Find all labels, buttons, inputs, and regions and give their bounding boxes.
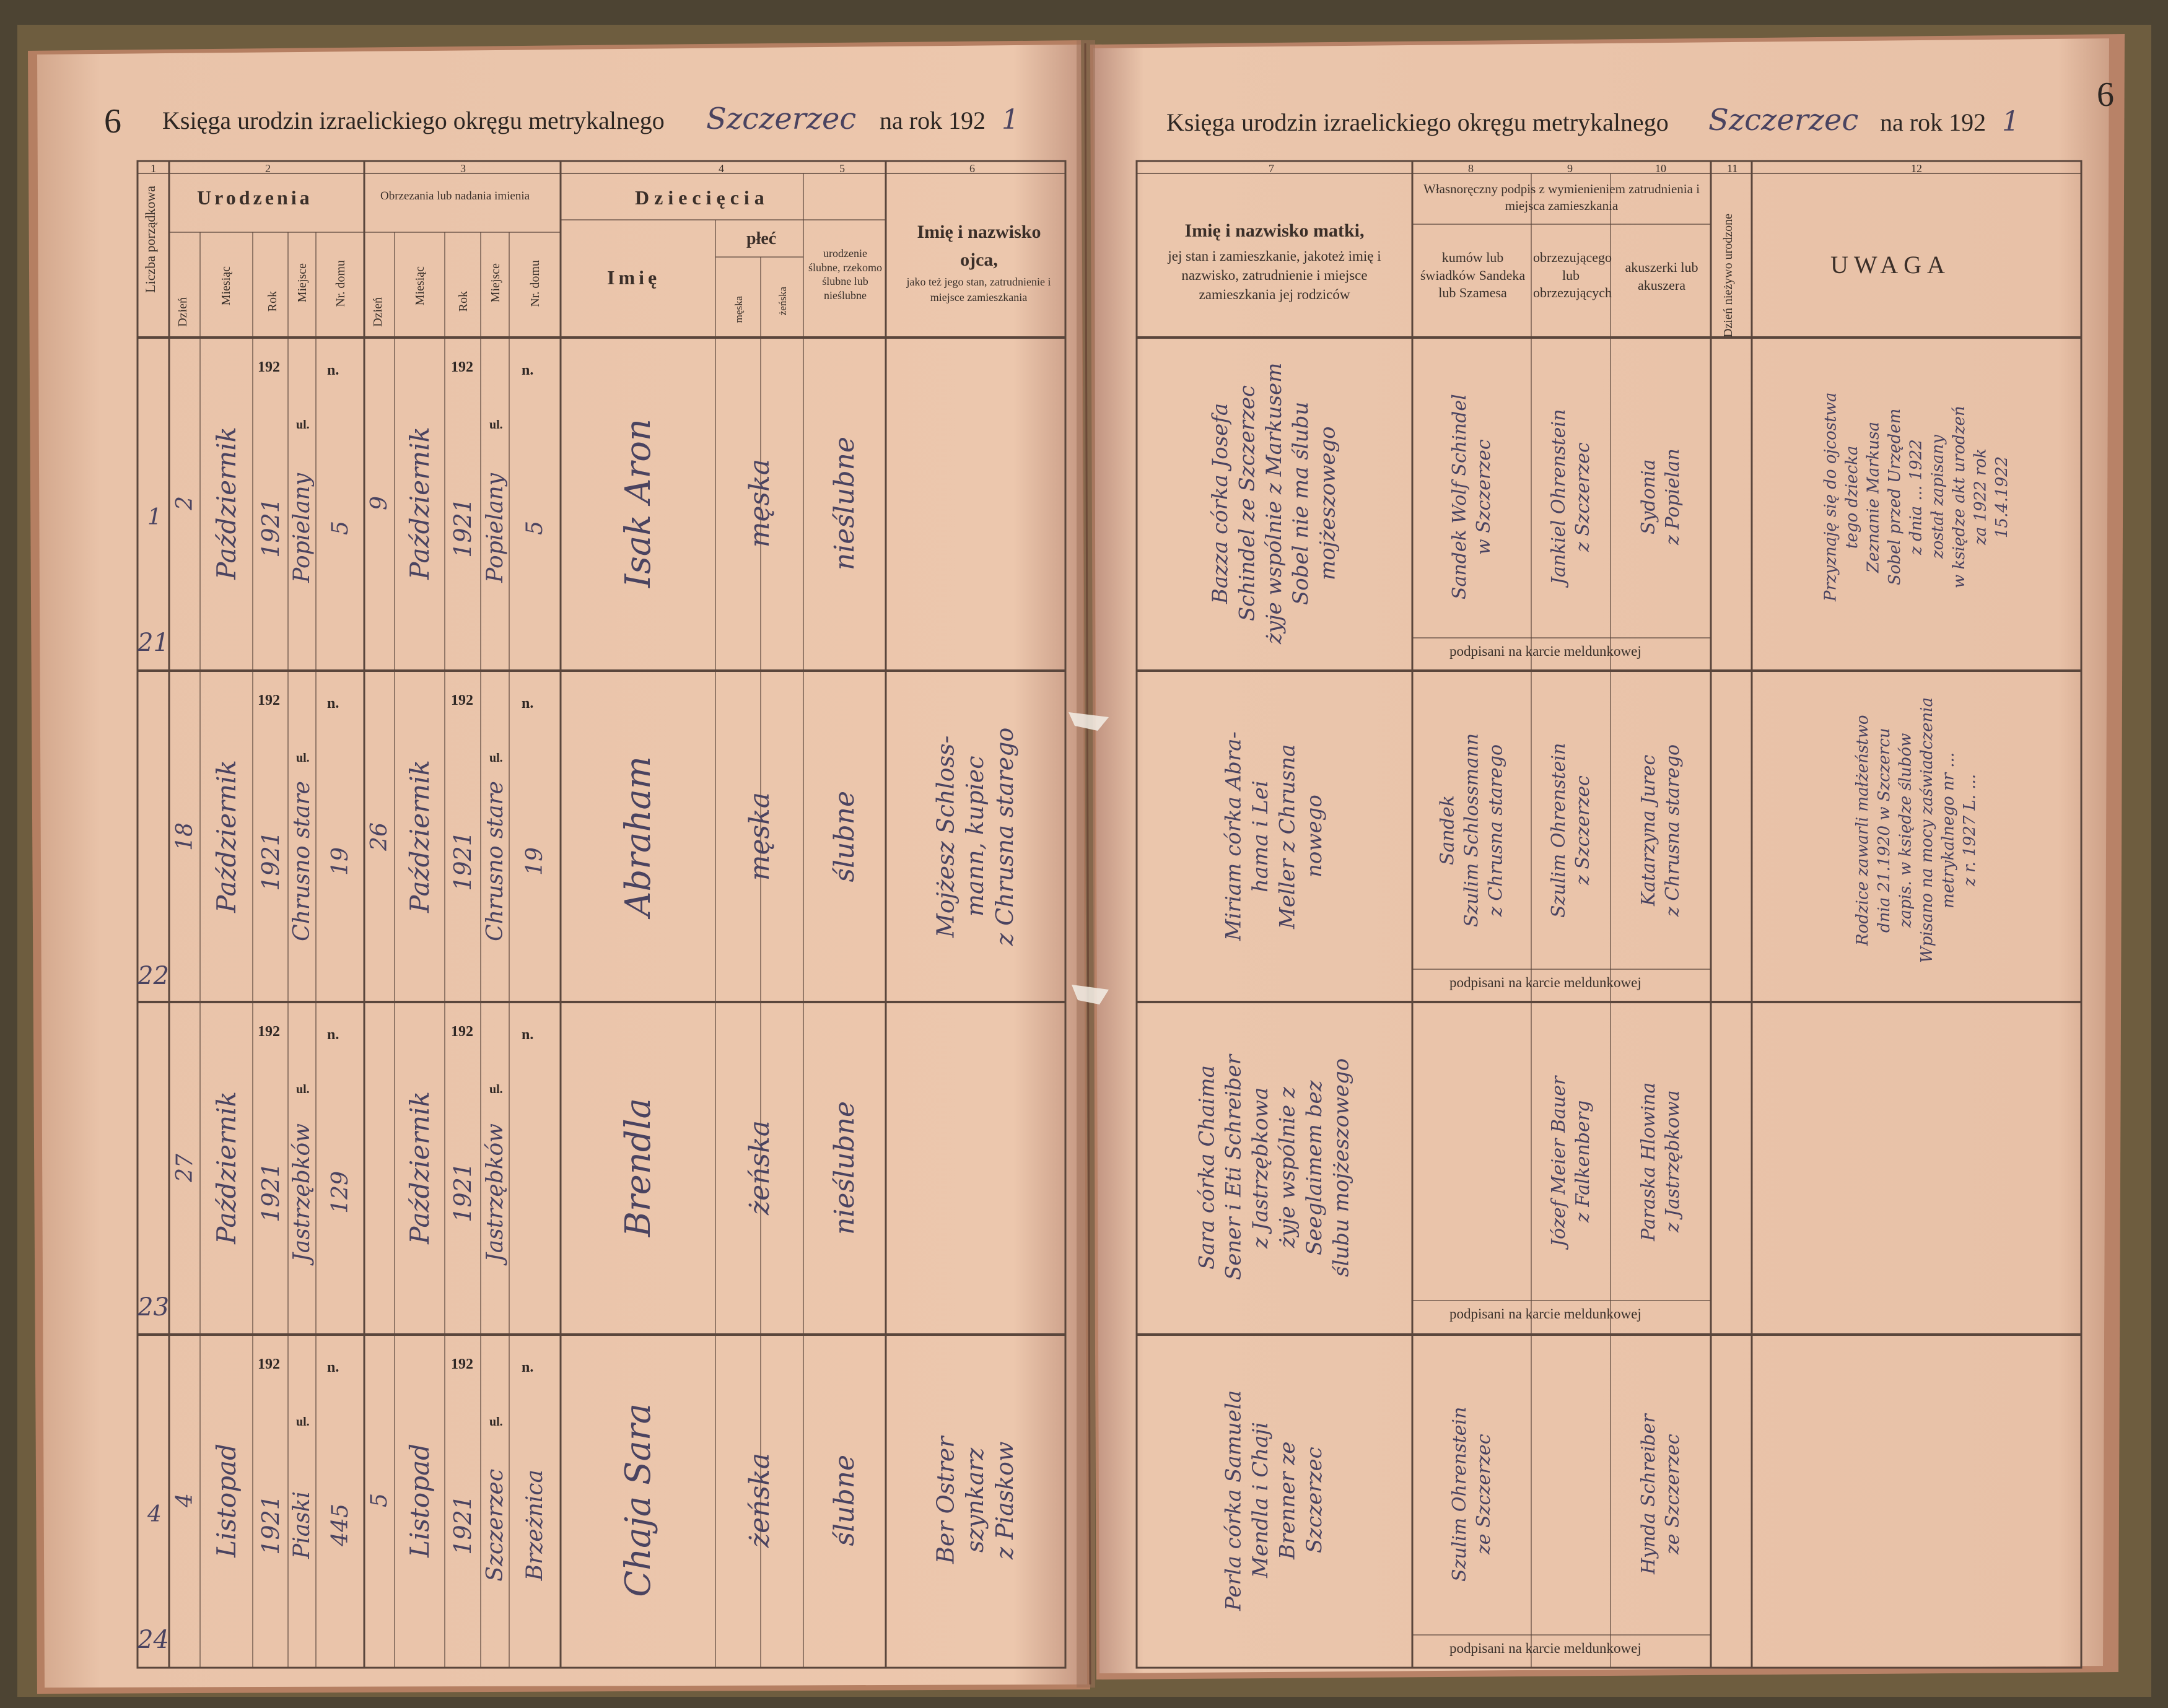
midwife-cell [1611,1347,1711,1641]
printed-house-prefix: n. [327,1027,339,1043]
remark-line: Wpisano na mocy zaświadczenia [1918,697,1936,963]
header-birth-house: Nr. domu [334,260,347,307]
printed-street-prefix: ul. [296,418,310,432]
circ-place-cell [481,1372,509,1678]
entry-ordinal: 4 [147,1502,162,1527]
mother-line: mojżeszowego [1315,426,1340,580]
circ-house-cell [509,1372,561,1678]
column-number-6: 6 [969,162,975,175]
right-year-label: na rok 192 [1880,108,1987,136]
birth-day: 4 [172,1493,198,1507]
circ-month: Listopad [404,1443,435,1558]
circ-house-cell [509,708,561,1014]
column-number-5: 5 [839,162,845,175]
child-sex: żeńska [743,1452,776,1548]
left-page-number: 6 [104,102,121,141]
circumciser-line: z Falkenberg [1572,1100,1594,1223]
mother-line: Brenner ze [1275,1441,1300,1559]
birth-house: 5 [327,521,353,535]
printed-street-prefix: ul. [489,1415,503,1429]
godparents-line: w Szczerzec [1473,439,1495,555]
circ-house: 19 [522,847,548,876]
circ-place-cell [481,1039,509,1346]
header-circ-day: Dzień [371,297,385,327]
printed-house-prefix: n. [522,695,534,712]
circ-year-cell [445,1039,481,1346]
circ-place: Szczerzec [482,1468,508,1582]
remark-line: z dnia ... 1922 [1907,439,1926,555]
printed-year-prefix: 192 [258,1356,280,1372]
godparents-line: Szulim Ohrenstein [1449,1406,1471,1582]
remark-line: dnia 21.1920 w Szczercu [1874,728,1894,933]
child-sex-cell [715,350,803,656]
godparents-line: Sandek Wolf Schindel [1449,394,1471,600]
remark-line: z r. 1927 L. ... [1960,773,1980,887]
birth-place-cell [288,375,316,681]
header-father-title2: ojca, [960,250,998,270]
column-number-9: 9 [1567,162,1573,175]
birth-day-cell [169,1347,200,1654]
godparents-line: Szulim Schlossmann [1461,733,1483,927]
birth-month-cell [200,683,253,990]
header-circ-year: Rok [457,291,470,312]
child-legitimacy-cell [803,1347,886,1654]
circ-month: Październik [404,427,435,580]
left-page-title: Księga urodzin izraelickiego okręgu metrykalnego [162,107,665,134]
birth-house: 129 [327,1171,353,1214]
header-sex: płeć [746,229,777,248]
birth-month-cell [200,1014,253,1321]
birth-house-cell [316,708,364,1014]
mother-line: z Jastrzębkowa [1248,1087,1274,1248]
midwife-cell [1611,350,1711,644]
child-name: Isak Aron [618,419,658,588]
column-number-7: 7 [1269,162,1274,175]
birth-year-cell [253,1039,288,1346]
circ-day-cell [364,683,395,990]
column-number-11: 11 [1727,162,1738,175]
circ-year-cell [445,1372,481,1678]
father-line: Ber Ostrer [932,1436,959,1564]
header-birth-month: Miesiąc [219,266,233,306]
printed-house-prefix: n. [327,1359,339,1375]
signed-note-22: podpisani na karcie meldunkowej [1449,975,1641,990]
birth-day: 2 [172,496,198,510]
printed-street-prefix: ul. [489,1083,503,1096]
left-year-digit: 1 [1002,104,1019,136]
header-remark: UWAGA [1830,251,1951,279]
circ-year-cell [445,708,481,1014]
column-number-12: 12 [1911,162,1922,175]
circ-house: Brzeżnica [522,1469,548,1581]
signed-note-24: podpisani na karcie meldunkowej [1449,1640,1641,1656]
mother-cell [1137,689,1412,983]
printed-year-prefix: 192 [258,359,280,375]
mother-line: Meller z Chrusna [1275,744,1300,929]
mother-line: żyje wspólnie z Markusem [1261,362,1287,644]
circ-day: 26 [367,822,392,851]
remark-line: w księdze akt urodzeń [1949,406,1969,588]
column-number-4: 4 [719,162,724,175]
printed-year-prefix: 192 [451,1356,473,1372]
father-line: z Chrusna starego [990,727,1018,946]
birth-day-cell [169,1014,200,1321]
column-number-1: 1 [151,162,156,175]
circ-month-cell [395,350,445,656]
godparents-cell [1412,1347,1531,1641]
circumciser-line: Józef Meier Bauer [1548,1076,1570,1247]
header-father-title: Imię i nazwisko [917,222,1041,242]
header-circ-house: Nr. domu [528,260,542,307]
midwife-line: z Chrusna starego [1662,744,1684,917]
entry-ordinal: 1 [147,505,162,530]
mother-line: Perla córka Samuela [1221,1390,1246,1611]
printed-street-prefix: ul. [489,418,503,432]
birth-place: Piaski [289,1491,315,1559]
midwife-line: z Jastrzębkowa [1662,1090,1684,1233]
header-circ-place: Miejsce [489,263,502,303]
remark-line: Rodzice zawarli małżeństwo [1853,715,1873,946]
header-stillborn: Dzień nieżywo urodzone [1721,214,1735,338]
right-district-handwritten: Szczerzec [1708,103,1859,137]
godparents-line: Sandek [1436,795,1459,865]
child-sex: męska [743,791,776,881]
remark-cell [1752,683,2081,977]
circ-year: 1921 [449,1495,476,1555]
child-legitimacy-cell [803,683,886,990]
child-legitimacy: nieślubne [829,436,860,570]
child-sex-cell [715,1014,803,1321]
circ-day: 5 [367,1493,392,1507]
mother-line: Bazza córka Josefa [1208,403,1233,604]
header-mother-title: Imię i nazwisko matki, [1184,220,1365,241]
header-birth-year: Rok [266,291,279,312]
circ-place-cell [481,375,509,681]
circ-month-cell [395,1347,445,1654]
header-godparents: kumów lub świadków Sandeka lub Szamesa [1420,250,1526,301]
circ-year: 1921 [449,831,476,891]
birth-year: 1921 [256,831,284,891]
birth-year: 1921 [256,1162,284,1222]
circ-day-cell [364,350,395,656]
godparents-cell [1412,350,1531,644]
mother-line: Sener i Eti Schreiber [1221,1055,1246,1281]
birth-year: 1921 [256,498,284,558]
header-father-sub: jako też jego stan, zatrudnienie i miejsce zamieszkania [906,276,1051,304]
header-child: Dziecięcia [635,186,769,209]
father-line: z Piaskow [990,1441,1018,1559]
column-number-8: 8 [1468,162,1474,175]
birth-month: Październik [211,427,242,580]
circumciser-cell [1531,1014,1611,1309]
birth-house-cell [316,1039,364,1346]
birth-place-cell [288,1039,316,1346]
remark-line: Zeznanie Markusa [1864,421,1883,573]
circ-day-cell [364,1347,395,1654]
header-midwife: akuszerki lub akuszera [1625,259,1698,293]
birth-house-cell [316,1372,364,1678]
circ-place: Chrusno stare [482,781,508,941]
header-ordinal: Liczba porządkowa [142,186,158,293]
birth-year: 1921 [256,1495,284,1555]
signed-note-23: podpisani na karcie meldunkowej [1449,1306,1641,1322]
child-name-cell [561,683,715,990]
midwife-line: Katarzyna Jurec [1638,754,1659,906]
printed-house-prefix: n. [522,1027,534,1043]
header-legit: urodzenie ślubne, rzekomo ślubne lub nieślubne [808,247,882,302]
child-legitimacy: ślubne [829,1454,860,1546]
birth-place-cell [288,1372,316,1678]
remark-line: 15.4.1922 [1993,456,2012,538]
header-circumcision: Obrzezania lub nadania imienia [380,190,530,203]
right-page-number: 6 [2097,76,2114,114]
mother-line: nowego [1301,795,1327,878]
printed-house-prefix: n. [327,695,339,712]
left-year-label: na rok 192 [880,107,986,134]
birth-month: Październik [211,760,242,913]
circumciser-line: z Szczerzec [1572,442,1594,552]
signed-note-21: podpisani na karcie meldunkowej [1449,643,1641,659]
birth-year-cell [253,708,288,1014]
header-signature: Własnoręczny podpis z wymienieniem zatrudnienia i miejsca zamieszkania [1423,181,1700,214]
circ-house-cell [509,1039,561,1346]
mother-line: Sara córka Chaima [1194,1065,1220,1270]
child-name: Brendla [618,1098,658,1237]
printed-street-prefix: ul. [296,1415,310,1429]
birth-month-cell [200,350,253,656]
printed-year-prefix: 192 [451,359,473,375]
header-birth: Urodzenia [197,186,313,209]
birth-house-cell [316,375,364,681]
mother-cell [1137,356,1412,650]
mother-line: Sobel nie ma ślubu [1288,401,1314,605]
child-name-cell [561,1014,715,1321]
birth-house: 19 [327,847,353,876]
midwife-cell [1611,1014,1711,1309]
mother-line: Szczerzec [1301,1447,1327,1554]
printed-year-prefix: 192 [451,692,473,708]
header-birth-place: Miejsce [295,263,309,303]
mother-line: hama i Lei [1248,780,1274,892]
circumciser-line: z Szczerzec [1572,775,1594,885]
father-cell [886,689,1065,983]
birth-place: Chrusno stare [289,781,315,941]
midwife-line: z Popielan [1662,448,1684,546]
circ-house-cell [509,375,561,681]
midwife-line: Sydonia [1638,459,1659,535]
birth-day: 18 [172,822,198,851]
godparents-line: z Chrusna starego [1485,744,1507,917]
entry-number: 23 [138,1293,169,1322]
remark-line: za 1922 rok [1971,448,1990,546]
birth-day-cell [169,683,200,990]
circ-place: Popielany [482,473,508,583]
child-legitimacy-cell [803,350,886,656]
circ-month-cell [395,1014,445,1321]
child-sex-cell [715,1347,803,1654]
circ-year: 1921 [449,1162,476,1222]
mother-line: ślubu mojżeszowego [1329,1058,1354,1278]
remark-line: zapis. w księdze ślubów [1896,733,1915,928]
child-sex: męska [743,458,776,548]
header-circ-month: Miesiąc [413,266,427,306]
left-district-handwritten: Szczerzec [706,102,857,136]
entry-number: 24 [138,1626,169,1654]
remark-line: Przyznaję się do ojcostwa [1821,392,1840,602]
header-birth-day: Dzień [176,297,190,327]
birth-day: 27 [172,1153,198,1182]
child-name: Abraham [618,756,658,917]
column-number-10: 10 [1655,162,1666,175]
birth-month-cell [200,1347,253,1654]
circ-year-cell [445,375,481,681]
header-mother-sub: jej stan i zamieszkanie, jakoteż imię i nazwisko, zatrudnienie i miejsce zamieszkania jej rodziców [1168,248,1381,303]
circ-month: Październik [404,1091,435,1244]
birth-day-cell [169,350,200,656]
birth-year-cell [253,375,288,681]
printed-house-prefix: n. [522,362,534,378]
midwife-cell [1611,683,1711,977]
circumciser-line: Jankiel Ohrenstein [1548,409,1570,585]
remark-line: Sobel przed Urzędem [1886,408,1905,586]
child-legitimacy-cell [803,1014,886,1321]
circumciser-line: Szulim Ohrenstein [1548,743,1570,918]
mother-cell [1137,1021,1412,1315]
printed-year-prefix: 192 [258,1024,280,1040]
circ-day: 9 [367,496,392,510]
printed-street-prefix: ul. [296,1083,310,1096]
remark-line: metrykalnego nr ... [1939,752,1958,908]
right-page-title: Księga urodzin izraelickiego okręgu metrykalnego [1166,108,1669,136]
mother-line: żyje wspólnie z [1275,1087,1300,1248]
remark-line: został zapisany [1928,435,1947,559]
circ-place: Jastrzębków [482,1123,508,1262]
circ-year: 1921 [449,498,476,558]
midwife-line: Hynda Schreiber [1638,1414,1659,1574]
father-line: mann, kupiec [961,756,989,917]
mother-line: Schindel ze Szczerzec [1235,385,1260,622]
circ-month-cell [395,683,445,990]
father-cell [886,1353,1065,1647]
birth-place-cell [288,708,316,1014]
printed-house-prefix: n. [522,1359,534,1375]
circ-place-cell [481,708,509,1014]
printed-street-prefix: ul. [296,751,310,765]
header-female: żeńska [777,287,789,316]
remark-line: tego dziecka [1842,445,1861,549]
printed-street-prefix: ul. [489,751,503,765]
entry-number: 22 [138,962,169,990]
right-year-digit: 1 [2002,106,2019,137]
remark-cell [1752,350,2081,644]
birth-year-cell [253,1372,288,1678]
midwife-line: Paraska Hlowina [1638,1082,1659,1241]
circumciser-cell [1531,350,1611,644]
printed-year-prefix: 192 [258,692,280,708]
header-circumciser: obrzezującego lub obrzezujących [1533,250,1612,301]
child-sex: żeńska [743,1120,776,1216]
column-number-2: 2 [265,162,271,175]
birth-place: Jastrzębków [289,1123,315,1262]
father-line: szynkarz [961,1447,989,1553]
column-number-3: 3 [460,162,466,175]
birth-month: Listopad [211,1443,242,1558]
header-name: Imię [607,266,661,289]
birth-month: Październik [211,1091,242,1244]
birth-place: Popielany [289,473,315,583]
child-legitimacy: ślubne [829,790,860,882]
circumciser-cell [1531,683,1611,977]
header-male: męska [733,296,745,323]
godparents-cell [1412,683,1531,977]
godparents-line: ze Szczerzec [1473,1434,1495,1554]
mother-cell [1137,1353,1412,1647]
printed-year-prefix: 192 [451,1024,473,1040]
child-name: Chaja Sara [618,1403,658,1597]
circ-house: 5 [522,521,548,535]
circ-day-cell [364,1014,395,1321]
mother-line: Miriam córka Abra- [1221,731,1246,941]
printed-house-prefix: n. [327,362,339,378]
midwife-line: ze Szczerzec [1662,1434,1684,1554]
child-sex-cell [715,683,803,990]
child-name-cell [561,350,715,656]
entry-number: 21 [138,629,169,657]
birth-house: 445 [327,1504,353,1546]
child-name-cell [561,1347,715,1654]
mother-line: Seeglaimem bez [1301,1080,1327,1255]
child-legitimacy: nieślubne [829,1100,860,1235]
father-line: Mojżesz Schloss- [932,735,959,938]
mother-line: Mendla i Chaji [1248,1422,1274,1579]
circ-month: Październik [404,760,435,913]
